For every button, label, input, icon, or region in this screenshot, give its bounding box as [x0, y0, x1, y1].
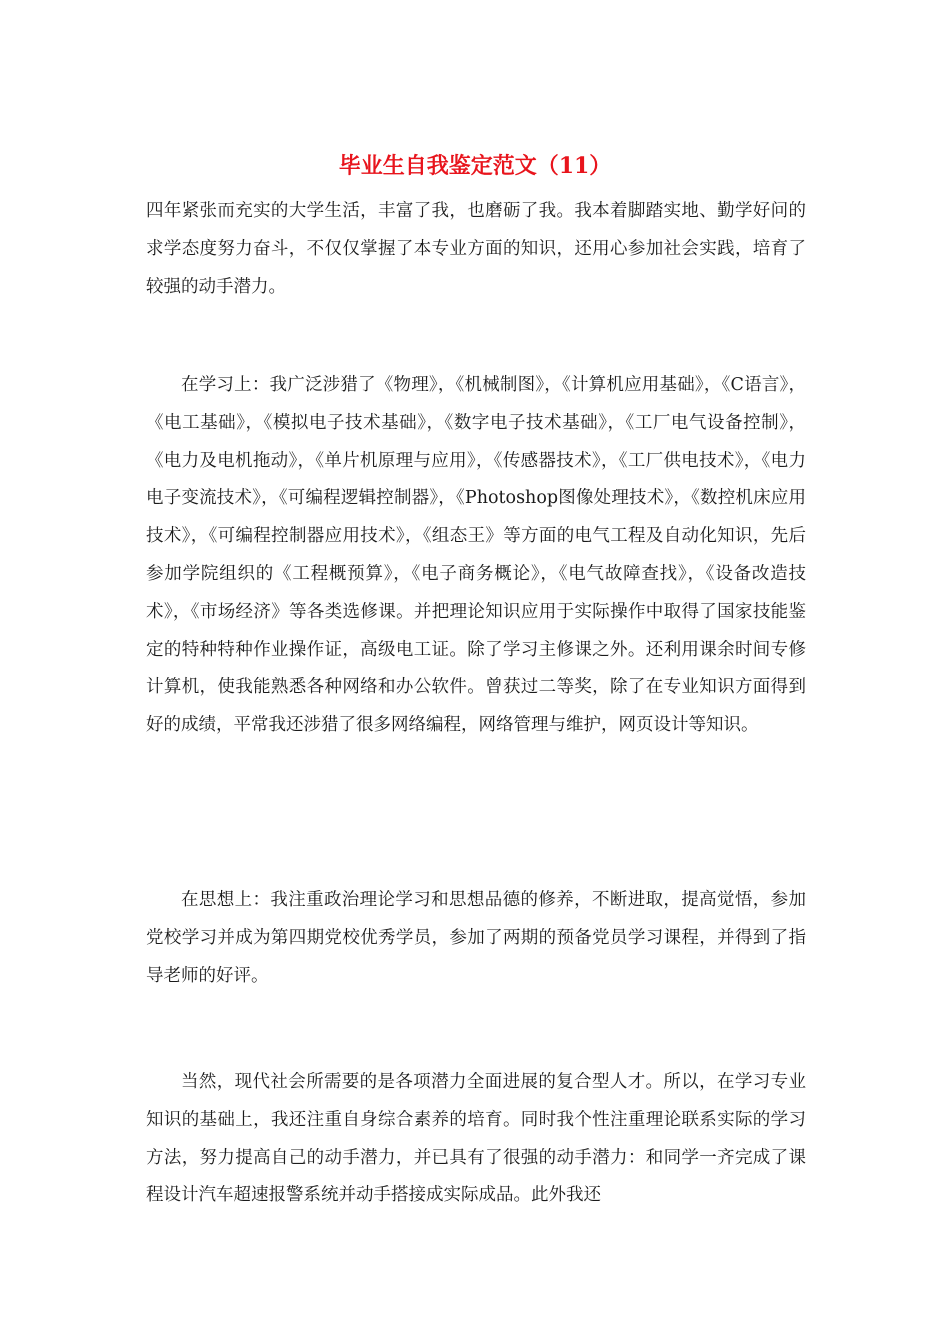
paragraph-intro: 四年紧张而充实的大学生活，丰富了我，也磨砺了我。我本着脚踏实地、勤学好问的求学态度努力奋斗，不仅仅掌握了本专业方面的知识，还用心参加社会实践，培育了较强的动手潜力。 — [146, 201, 806, 297]
document-title: 毕业生自我鉴定范文（11） — [338, 153, 612, 179]
paragraph-comprehensive: 当然，现代社会所需要的是各项潜力全面进展的复合型人才。所以，在学习专业知识的基础上，我还注重自身综合素养的培育。同时我个性注重理论联系实际的学习方法，努力提高自己的动手潜力，并已具有了很强的动手潜力：和同学一齐完成了课程设计汽车超速报警系统并动手搭接成实际成品。此外我还 — [146, 1072, 806, 1206]
paragraph-ideology: 在思想上：我注重政治理论学习和思想品德的修养，不断进取，提高觉悟，参加党校学习并成为第四期党校优秀学员，参加了两期的预备党员学习课程，并得到了指导老师的好评。 — [146, 890, 806, 986]
paragraph-study: 在学习上：我广泛涉猎了《物理》，《机械制图》，《计算机应用基础》，《C语言》，《电工基础》，《模拟电子技术基础》，《数字电子技术基础》，《工厂电气设备控制》，《电力及电机拖动》，《单片机原理与应用》，《传感器技术》，《工厂供电技术》，《电力电子变流技术》，《可编程逻辑控制器》，《Photoshop图像处理技术》，《数控机床应用技术》，《可编程控制器应用技术》，《组态王》等方面的电气工程及自动化知识，先后参加学院组织的《工程概预算》，《电子商务概论》，《电气故障查找》，《设备改造技术》，《市场经济》等各类选修课。并把理论知识应用于实际操作中取得了国家技能鉴定的特种特种作业操作证，高级电工证。除了学习主修课之外。还利用课余时间专修计算机，使我能熟悉各种网络和办公软件。曾获过二等奖，除了在专业知识方面得到好的成绩，平常我还涉猎了很多网络编程，网络管理与维护，网页设计等知识。 — [146, 375, 806, 736]
